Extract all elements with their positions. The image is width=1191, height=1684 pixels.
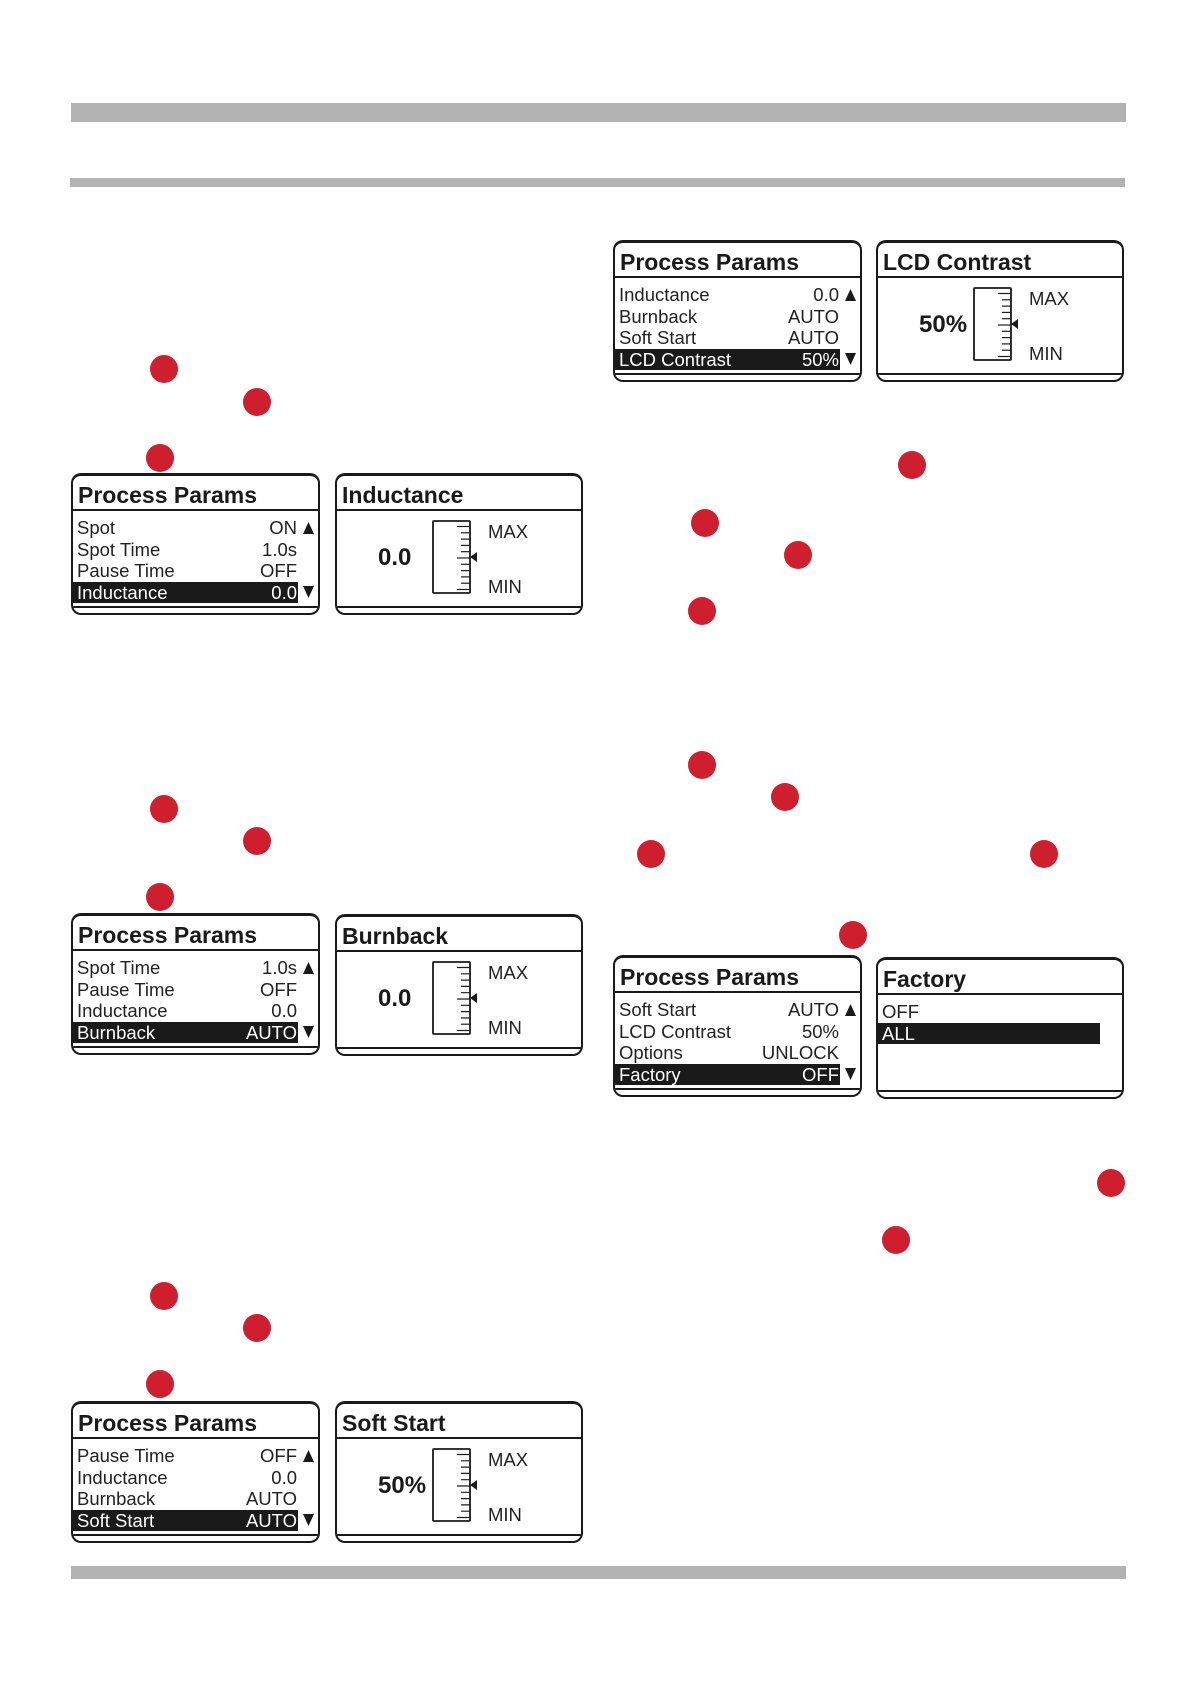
- row-value: AUTO: [245, 1509, 297, 1531]
- screen-title: Process Params: [73, 1404, 318, 1439]
- scroll-down-icon-shape: [845, 1068, 856, 1080]
- screen-title: Process Params: [73, 916, 318, 951]
- max-label: MAX: [488, 962, 529, 983]
- scroll-up-icon-shape: [845, 1004, 856, 1016]
- scroll-up-icon-shape: [845, 289, 856, 301]
- menu-list: [615, 284, 840, 370]
- row-value: 0.0: [813, 284, 839, 305]
- menu-row: [73, 1510, 298, 1532]
- menu-row: [73, 1022, 298, 1044]
- max-label: MAX: [488, 521, 529, 542]
- factory-screen: [876, 957, 1124, 1099]
- level-pointer-icon: [470, 552, 477, 562]
- screen-title: Inductance: [337, 476, 581, 511]
- scroll-down-icon: [845, 1068, 856, 1080]
- step-marker: [688, 597, 716, 625]
- option-list: [878, 1001, 1100, 1044]
- process-params-screen-factory-selected: [613, 955, 862, 1097]
- menu-row: [73, 582, 298, 604]
- menu-row: [73, 1445, 298, 1467]
- row-label: Spot: [77, 517, 116, 538]
- gauge-ticks: [457, 968, 470, 1031]
- scroll-down-icon-shape: [845, 353, 856, 365]
- option-row: [878, 1023, 1100, 1045]
- scroll-down-icon: [303, 1514, 314, 1526]
- step-marker: [688, 751, 716, 779]
- menu-row: [615, 306, 840, 328]
- row-label: Burnback: [77, 1488, 156, 1509]
- min-label: MIN: [1029, 343, 1063, 364]
- gauge-frame: [433, 521, 470, 593]
- menu-row: [73, 539, 298, 561]
- row-value: AUTO: [787, 327, 839, 348]
- process-params-screen-burnback-selected: [71, 913, 320, 1055]
- lcd-contrast-screen: [876, 240, 1124, 382]
- step-marker: [1097, 1169, 1125, 1197]
- menu-row: [615, 1064, 840, 1086]
- screen-title: Soft Start: [337, 1404, 581, 1439]
- row-label: Pause Time: [77, 978, 175, 1000]
- option-label: ALL: [882, 1022, 915, 1044]
- row-value: ON: [269, 517, 297, 538]
- row-label: Pause Time: [77, 560, 175, 581]
- max-label: MAX: [488, 1449, 529, 1470]
- step-marker: [637, 840, 665, 868]
- row-label: Options: [619, 1042, 683, 1063]
- menu-row: [615, 349, 840, 371]
- screen-title: Process Params: [615, 243, 860, 278]
- min-label: MIN: [488, 1017, 522, 1038]
- soft-start-screen: [335, 1401, 583, 1543]
- subheader-rule: [70, 178, 1125, 187]
- gauge-frame: [433, 962, 470, 1034]
- step-marker: [146, 444, 174, 472]
- scroll-up-icon: [303, 522, 314, 534]
- row-value: OFF: [260, 1445, 297, 1466]
- scroll-up-icon: [845, 289, 856, 301]
- scroll-down-icon-shape: [303, 1026, 314, 1038]
- row-value: 50%: [801, 1020, 839, 1042]
- scroll-down-icon-shape: [303, 586, 314, 598]
- scroll-down-icon: [303, 1026, 314, 1038]
- row-value: 1.0s: [262, 538, 297, 560]
- row-label: Spot Time: [77, 957, 161, 978]
- step-marker: [243, 388, 271, 416]
- row-label: Inductance: [77, 1000, 168, 1021]
- min-label: MIN: [488, 576, 522, 597]
- step-marker: [839, 921, 867, 949]
- row-value: AUTO: [245, 1021, 297, 1043]
- row-value: AUTO: [245, 1488, 297, 1509]
- row-value: 0.0: [271, 1000, 297, 1021]
- menu-row: [615, 1042, 840, 1064]
- setting-value: 50%: [378, 1472, 427, 1499]
- scroll-up-icon-shape: [303, 962, 314, 974]
- row-label: Burnback: [77, 1021, 156, 1043]
- row-value: OFF: [260, 560, 297, 581]
- row-label: Spot Time: [77, 538, 161, 560]
- menu-list: [73, 1445, 298, 1531]
- level-pointer-icon: [470, 1480, 477, 1490]
- menu-row: [615, 999, 840, 1021]
- step-marker: [150, 1282, 178, 1310]
- scroll-down-icon: [845, 353, 856, 365]
- row-label: LCD Contrast: [619, 1020, 732, 1042]
- menu-row: [73, 517, 298, 539]
- row-value: 1.0s: [262, 957, 297, 978]
- menu-row: [73, 957, 298, 979]
- row-value: AUTO: [787, 999, 839, 1020]
- row-value: 0.0: [271, 1466, 297, 1488]
- setting-value: 0.0: [378, 985, 412, 1012]
- scroll-down-icon: [303, 586, 314, 598]
- menu-row: [615, 1021, 840, 1043]
- footer-rule: [71, 1566, 1126, 1579]
- level-pointer-icon: [1011, 319, 1018, 329]
- header-rule: [71, 103, 1126, 122]
- inductance-screen: [335, 473, 583, 615]
- row-label: LCD Contrast: [619, 348, 732, 370]
- row-label: Pause Time: [77, 1445, 175, 1466]
- screen-title: Burnback: [337, 917, 581, 952]
- step-marker: [771, 783, 799, 811]
- step-marker: [784, 541, 812, 569]
- row-value: 50%: [801, 348, 839, 370]
- scroll-down-icon-shape: [303, 1514, 314, 1526]
- process-params-screen-soft-start-selected: [71, 1401, 320, 1543]
- row-value: OFF: [260, 978, 297, 1000]
- menu-list: [73, 957, 298, 1043]
- gauge-ticks: [998, 294, 1011, 357]
- process-params-screen-inductance-selected: [71, 473, 320, 615]
- min-label: MIN: [488, 1504, 522, 1525]
- step-marker: [146, 1370, 174, 1398]
- burnback-screen: [335, 914, 583, 1056]
- menu-list: [615, 999, 840, 1085]
- screen-title: Factory: [878, 960, 1122, 995]
- gauge-ticks: [457, 527, 470, 590]
- row-label: Soft Start: [619, 999, 697, 1020]
- menu-list: [73, 517, 298, 603]
- step-marker: [150, 355, 178, 383]
- step-marker: [243, 827, 271, 855]
- scroll-up-icon-shape: [303, 1450, 314, 1462]
- option-row: [878, 1001, 1100, 1023]
- step-marker: [146, 883, 174, 911]
- row-label: Soft Start: [619, 327, 697, 348]
- row-value: 0.0: [271, 581, 297, 603]
- level-gauge: [432, 520, 480, 596]
- menu-row: [73, 1000, 298, 1022]
- step-marker: [243, 1314, 271, 1342]
- step-marker: [898, 451, 926, 479]
- row-label: Soft Start: [77, 1509, 155, 1531]
- row-value: OFF: [802, 1063, 839, 1085]
- row-label: Inductance: [77, 581, 168, 603]
- gauge-frame: [974, 288, 1011, 360]
- step-marker: [691, 509, 719, 537]
- max-label: MAX: [1029, 288, 1070, 309]
- scroll-up-icon: [303, 1450, 314, 1462]
- scroll-up-icon: [303, 962, 314, 974]
- option-label: OFF: [882, 1001, 919, 1022]
- scroll-up-icon: [845, 1004, 856, 1016]
- gauge-ticks: [457, 1455, 470, 1518]
- step-marker: [882, 1226, 910, 1254]
- menu-row: [73, 560, 298, 582]
- row-label: Burnback: [619, 305, 698, 327]
- row-value: UNLOCK: [761, 1042, 839, 1063]
- screen-title: Process Params: [73, 476, 318, 511]
- setting-value: 0.0: [378, 544, 412, 571]
- menu-row: [73, 1488, 298, 1510]
- row-value: AUTO: [787, 305, 839, 327]
- level-pointer-icon: [470, 993, 477, 1003]
- gauge-frame: [433, 1449, 470, 1521]
- menu-row: [73, 1467, 298, 1489]
- menu-row: [615, 327, 840, 349]
- step-marker: [1030, 840, 1058, 868]
- menu-row: [73, 979, 298, 1001]
- setting-value: 50%: [919, 311, 968, 338]
- level-gauge: [973, 287, 1021, 363]
- level-gauge: [432, 961, 480, 1037]
- step-marker: [150, 795, 178, 823]
- row-label: Inductance: [619, 284, 710, 305]
- screen-title: LCD Contrast: [878, 243, 1122, 278]
- row-label: Factory: [619, 1063, 681, 1085]
- row-label: Inductance: [77, 1466, 168, 1488]
- level-gauge: [432, 1448, 480, 1524]
- process-params-screen-lcd-contrast-selected: [613, 240, 862, 382]
- scroll-up-icon-shape: [303, 522, 314, 534]
- screen-title: Process Params: [615, 958, 860, 993]
- menu-row: [615, 284, 840, 306]
